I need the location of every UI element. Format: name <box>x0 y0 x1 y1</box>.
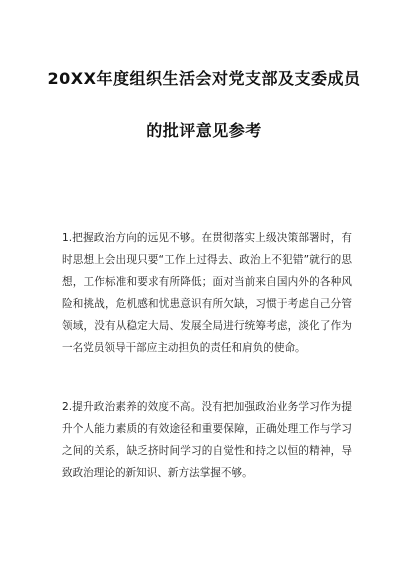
document-title-line-1: 20XX年度组织生活会对党支部及支委成员 <box>47 69 361 88</box>
document-title-line-2: 的批评意见参考 <box>146 121 262 140</box>
paragraph-2: 2.提升政治素养的效度不高。没有把加强政治业务学习作为提升个人能力素质的有效途径和重要保障，正确处理工作与学习之间的关系，缺乏挤时间学习的自觉性和持之以恒的精神，导致政治理论的新知识、新方法掌握不够。 <box>62 401 352 479</box>
paragraph-1: 1.把握政治方向的远见不够。在贯彻落实上级决策部署时，有时思想上会出现只要“工作上过得去、政治上不犯错”就行的思想，工作标准和要求有所降低；面对当前来自国内外的各种风险和挑战，危机感和忧患意识有所欠缺，习惯于考虑自己分管领域，没有从稳定大局、发展全局进行统筹考虑，淡化了作为一名党员领导干部应主动担负的责任和肩负的使命。 <box>62 232 352 354</box>
